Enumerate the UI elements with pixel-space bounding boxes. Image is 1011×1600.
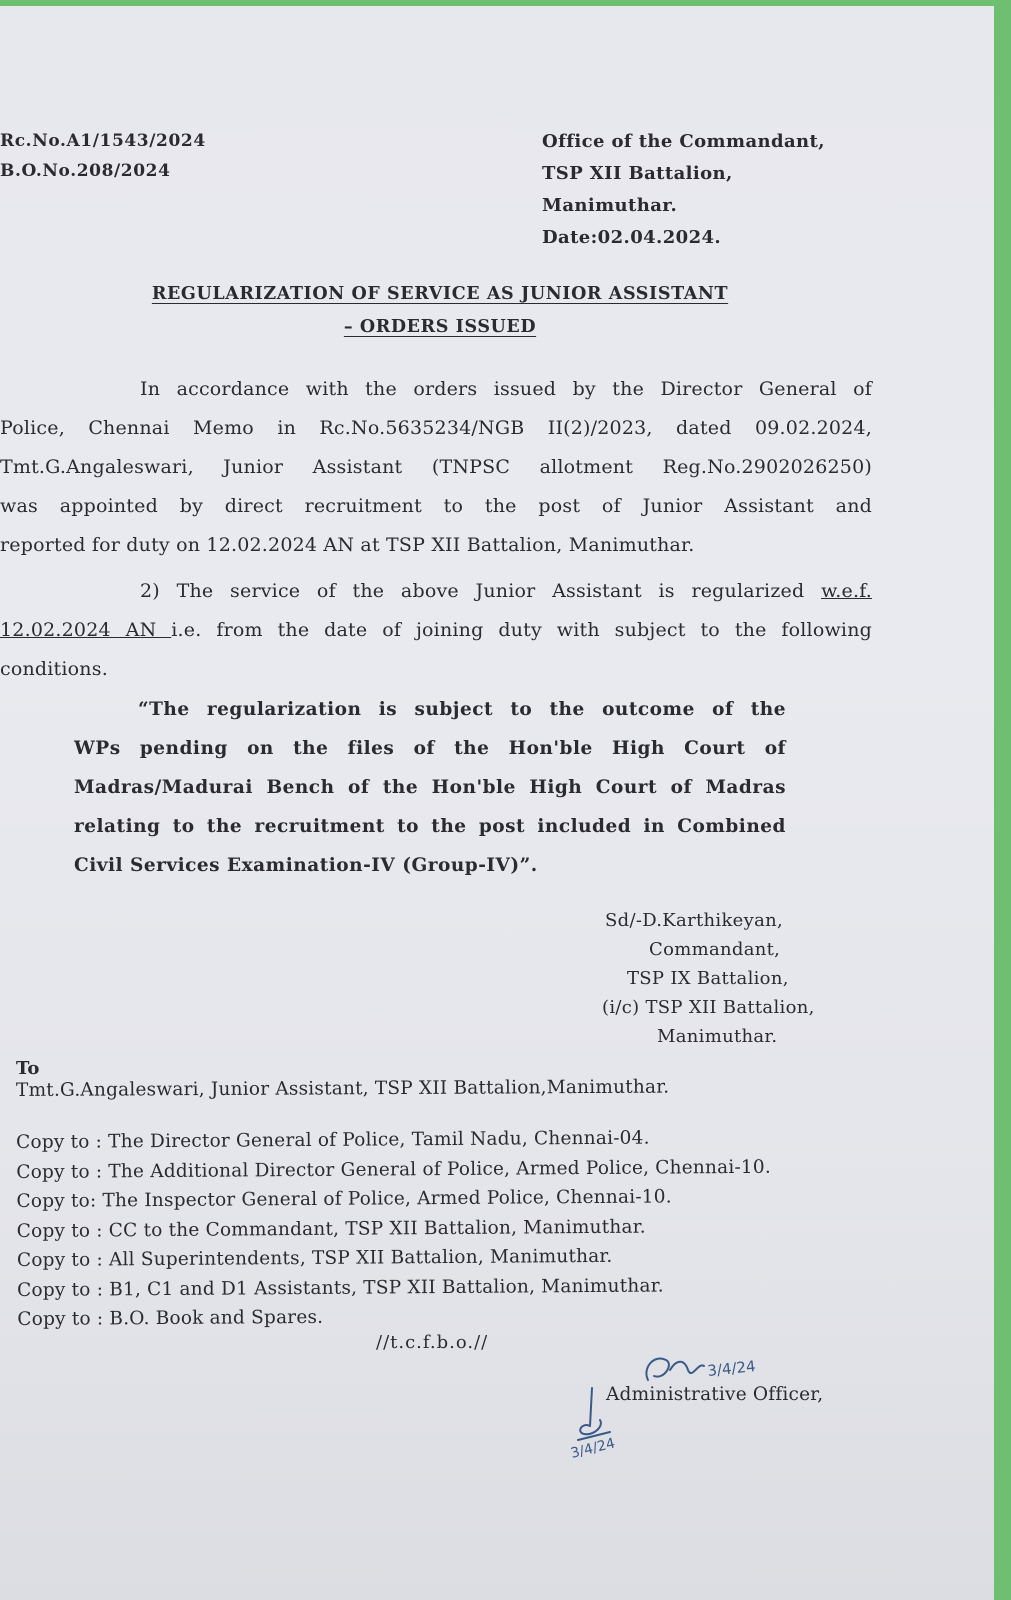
condition-quote — [74, 690, 786, 885]
paragraph-2-post: i.e. from the date of joining duty with subject to the following — [171, 619, 872, 641]
document-date: Date:02.04.2024. — [542, 227, 722, 248]
paragraph-1-line-2: Police, Chennai Memo in Rc.No.5635234/NGB II(2)/2023, dated 09.02.2024, — [0, 417, 872, 439]
signatory-title: Commandant, — [649, 939, 781, 960]
quote-line-2: WPs pending on the files of the Hon'ble High Court of — [74, 738, 786, 759]
paragraph-2-line-1 — [0, 572, 872, 611]
handwritten-date: 3/4/24 — [569, 1435, 617, 1462]
paragraph-1 — [0, 370, 872, 565]
copy-to-item: Copy to : B1, C1 and D1 Assistants, TSP XII Battalion, Manimuthar. — [17, 1274, 664, 1301]
rc-number: Rc.No.A1/1543/2024 — [0, 131, 206, 151]
quote-line-1: “The regularization is subject to the outcome of the — [138, 699, 786, 720]
paragraph-2-pre: 2) The service of the above Junior Assistant is regularized — [140, 580, 822, 602]
wef-date: 12.02.2024 AN — [0, 619, 172, 641]
to-recipient: Tmt.G.Angaleswari, Junior Assistant, TSP XII Battalion,Manimuthar. — [15, 1076, 670, 1101]
bo-number: B.O.No.208/2024 — [0, 161, 171, 181]
reference-block — [0, 126, 206, 186]
signature-block — [602, 906, 815, 1051]
administrative-officer: Administrative Officer, — [606, 1384, 824, 1405]
office-address — [542, 126, 825, 254]
to-label: To — [16, 1058, 40, 1079]
office-line-1: Office of the Commandant, — [542, 131, 825, 152]
quote-line-5: Civil Services Examination-IV (Group-IV)”. — [74, 855, 538, 876]
subject-line-2: – ORDERS ISSUED — [343, 317, 537, 337]
signatory-charge: (i/c) TSP XII Battalion, — [602, 997, 815, 1018]
paragraph-2-line-2 — [0, 611, 872, 650]
subject-line-1: REGULARIZATION OF SERVICE AS JUNIOR ASSISTANT — [151, 284, 729, 304]
paragraph-1-line-5: reported for duty on 12.02.2024 AN at TSP XII Battalion, Manimuthar. — [0, 534, 695, 556]
quote-line-3: Madras/Madurai Bench of the Hon'ble High Court of Madras — [74, 777, 786, 798]
quote-line-4: relating to the recruitment to the post included in Combined — [74, 816, 786, 837]
copy-to-item: Copy to: The Inspector General of Police, Armed Police, Chennai-10. — [16, 1186, 672, 1212]
handwritten-signature — [560, 1382, 670, 1472]
copy-to-item: Copy to : CC to the Commandant, TSP XII Battalion, Manimuthar. — [16, 1216, 646, 1242]
paragraph-1-line-4: was appointed by direct recruitment to the post of Junior Assistant and — [0, 495, 872, 517]
copy-to-item: Copy to : All Superintendents, TSP XII Battalion, Manimuthar. — [16, 1245, 613, 1271]
copy-to-item: Copy to : The Additional Director General of Police, Armed Police, Chennai-10. — [16, 1156, 771, 1183]
signatory-place: Manimuthar. — [657, 1026, 778, 1047]
signatory-unit: TSP IX Battalion, — [627, 968, 789, 989]
office-line-3: Manimuthar. — [542, 195, 678, 216]
signatory-name: Sd/-D.Karthikeyan, — [605, 910, 784, 931]
paragraph-2 — [0, 572, 872, 689]
true-copy-marker: //t.c.f.b.o.// — [376, 1332, 489, 1353]
copy-to-list — [16, 1123, 772, 1335]
paragraph-1-line-1: In accordance with the orders issued by the Director General of — [140, 378, 872, 400]
handwritten-initials-date: 3/4/24 — [706, 1357, 757, 1380]
paragraph-1-line-3: Tmt.G.Angaleswari, Junior Assistant (TNPSC allotment Reg.No.2902026250) — [0, 456, 872, 478]
document-page — [0, 6, 994, 1600]
wef-text: w.e.f. — [821, 580, 872, 602]
copy-to-item: Copy to : B.O. Book and Spares. — [17, 1306, 324, 1330]
office-line-2: TSP XII Battalion, — [542, 163, 733, 184]
subject-heading — [100, 278, 780, 344]
paragraph-2-line-3: conditions. — [0, 658, 108, 680]
copy-to-item: Copy to : The Director General of Police, Tamil Nadu, Chennai-04. — [16, 1127, 650, 1153]
